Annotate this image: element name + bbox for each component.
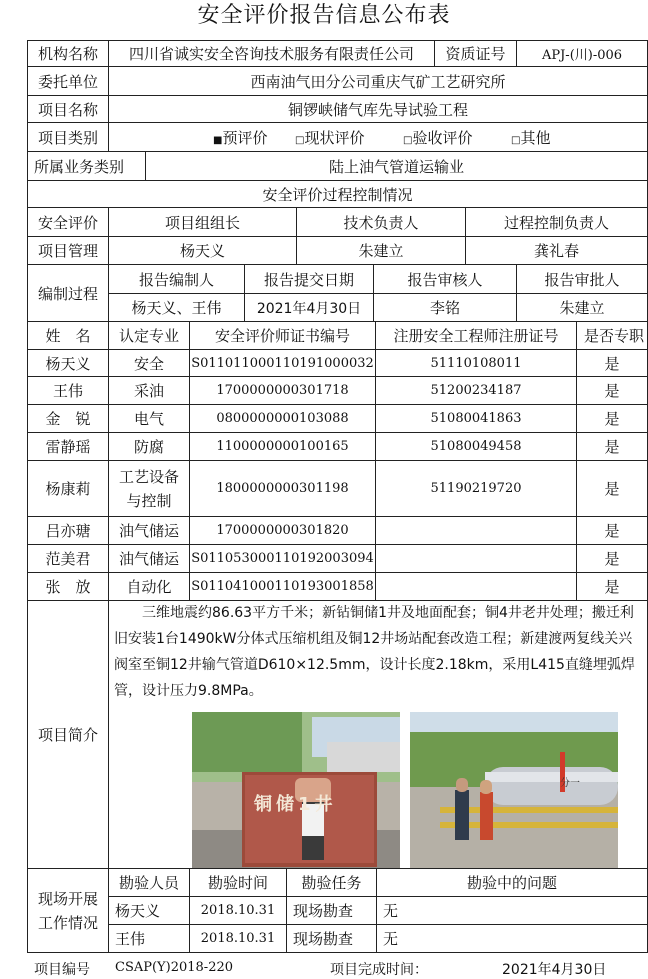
page-title: 安全评价报告信息公布表: [197, 3, 451, 28]
staff-fulltime: 是: [576, 376, 648, 405]
staff-reg: 51190219720: [375, 460, 577, 517]
management-name-leader: 杨天义: [108, 236, 297, 265]
project-code-label: 项目编号: [34, 962, 90, 978]
project-code: CSAP(Y)2018-220: [115, 960, 234, 975]
staff-major: 油气储运: [108, 516, 190, 545]
staff-name: 金 锐: [27, 404, 109, 433]
project-value: 铜锣峡储气库先导试验工程: [108, 95, 648, 123]
staff-cert: 1700000000301718: [189, 376, 376, 405]
site-header-task: 勘验任务: [286, 868, 377, 897]
compile-approver: 朱建立: [516, 293, 648, 322]
compile-label: 编制过程: [27, 264, 109, 322]
site-person: 王伟: [108, 924, 190, 953]
staff-major: 电气: [108, 404, 190, 433]
staff-header-reg: 注册安全工程师注册证号: [375, 321, 577, 350]
staff-name: 王伟: [27, 376, 109, 405]
staff-major: 工艺设备 与控制: [108, 460, 190, 517]
management-role-tech: 技术负责人: [296, 207, 466, 237]
category-option-pre: ■预评价: [213, 128, 268, 147]
management-role-control: 过程控制负责人: [465, 207, 648, 237]
completion-label: 项目完成时间：: [330, 962, 428, 978]
staff-cert: 1800000000301198: [189, 460, 376, 517]
client-label: 委托单位: [27, 66, 109, 96]
management-label-1: 安全评价: [27, 207, 109, 237]
checkbox-empty-icon: □: [295, 134, 305, 146]
org-name: 四川省诚实安全咨询技术服务有限责任公司: [108, 40, 435, 67]
station-sign-text: 分一: [560, 778, 580, 789]
staff-header-fulltime: 是否专职: [576, 321, 648, 350]
staff-cert: 1100000000100165: [189, 432, 376, 461]
staff-name: 雷静瑶: [27, 432, 109, 461]
staff-major: 安全: [108, 349, 190, 377]
staff-fulltime: 是: [576, 544, 648, 573]
management-name-tech: 朱建立: [296, 236, 466, 265]
staff-major: 油气储运: [108, 544, 190, 573]
site-issue: 无: [376, 924, 648, 953]
staff-reg: [375, 572, 577, 601]
staff-cert: 1700000000301820: [189, 516, 376, 545]
checkbox-empty-icon: □: [403, 134, 413, 146]
cert-label: 资质证号: [434, 40, 517, 67]
staff-name: 张 放: [27, 572, 109, 601]
staff-header-name: 姓 名: [27, 321, 109, 350]
category-option-current: □现状评价: [295, 128, 365, 147]
management-name-control: 龚礼春: [465, 236, 648, 265]
staff-fulltime: 是: [576, 349, 648, 377]
compile-header-reviewer: 报告审核人: [373, 264, 517, 294]
staff-reg: 51110108011: [375, 349, 577, 377]
compile-date: 2021年4月30日: [244, 293, 374, 322]
project-label: 项目名称: [27, 95, 109, 123]
compile-header-author: 报告编制人: [108, 264, 245, 294]
site-label: 现场开展 工作情况: [27, 868, 109, 953]
compile-header-approver: 报告审批人: [516, 264, 648, 294]
org-name-label: 机构名称: [27, 40, 109, 67]
site-header-person: 勘验人员: [108, 868, 190, 897]
checkbox-checked-icon: ■: [213, 134, 223, 146]
staff-cert: S011053000110192003094: [189, 544, 376, 573]
staff-cert: S011041000110193001858: [189, 572, 376, 601]
staff-fulltime: 是: [576, 432, 648, 461]
category-label: 项目类别: [27, 122, 109, 152]
site-task: 现场勘查: [286, 924, 377, 953]
site-sign-photo: [192, 712, 400, 868]
staff-reg: 51200234187: [375, 376, 577, 405]
intro-label: 项目简介: [27, 600, 109, 869]
staff-reg: 51080049458: [375, 432, 577, 461]
staff-name: 杨天义: [27, 349, 109, 377]
client-value: 西南油气田分公司重庆气矿工艺研究所: [108, 66, 648, 96]
process-header: 安全评价过程控制情况: [27, 180, 648, 208]
staff-reg: 51080041863: [375, 404, 577, 433]
staff-header-major: 认定专业: [108, 321, 190, 350]
staff-header-cert: 安全评价师证书编号: [189, 321, 376, 350]
staff-reg: [375, 516, 577, 545]
staff-fulltime: 是: [576, 572, 648, 601]
staff-fulltime: 是: [576, 460, 648, 517]
site-person: 杨天义: [108, 896, 190, 925]
staff-major: 防腐: [108, 432, 190, 461]
staff-cert: S011011000110191000032: [189, 349, 376, 377]
site-date: 2018.10.31: [189, 924, 287, 953]
staff-cert: 0800000000103088: [189, 404, 376, 433]
category-option-acceptance: □验收评价: [403, 128, 473, 147]
compile-reviewer: 李铭: [373, 293, 517, 322]
staff-reg: [375, 544, 577, 573]
cert-number: APJ-(川)-006: [516, 40, 648, 67]
staff-name: 范美君: [27, 544, 109, 573]
industry-label: 所属业务类别: [27, 151, 146, 181]
staff-fulltime: 是: [576, 404, 648, 433]
industry-value: 陆上油气管道运输业: [145, 151, 648, 181]
site-header-issue: 勘验中的问题: [376, 868, 648, 897]
staff-name: 杨康莉: [27, 460, 109, 517]
staff-fulltime: 是: [576, 516, 648, 545]
site-header-date: 勘验时间: [189, 868, 287, 897]
site-date: 2018.10.31: [189, 896, 287, 925]
staff-major: 采油: [108, 376, 190, 405]
management-label-2: 项目管理: [27, 236, 109, 265]
staff-major: 自动化: [108, 572, 190, 601]
site-sign-text: 铜储1井: [254, 794, 337, 815]
category-options: [108, 122, 648, 152]
category-option-other: □其他: [511, 128, 551, 147]
staff-name: 吕亦瑭: [27, 516, 109, 545]
management-role-leader: 项目组组长: [108, 207, 297, 237]
completion-date: 2021年4月30日: [502, 962, 607, 978]
intro-text: 三维地震约86.63平方千米；新钻铜储1井及地面配套；铜4井老井处理；搬迁利旧安装1台1490kW分体式压缩机组及铜12井场站配套改造工程；新建渡两复线关兴阀室至铜12井输气管道D610×12.5mm，设计长度2.18km，采用L415直缝埋弧焊管，设计压力9.8MPa。: [114, 605, 635, 699]
station-photo: [410, 712, 618, 868]
compile-author: 杨天义、王伟: [108, 293, 245, 322]
site-issue: 无: [376, 896, 648, 925]
compile-header-date: 报告提交日期: [244, 264, 374, 294]
checkbox-empty-icon: □: [511, 134, 521, 146]
site-task: 现场勘查: [286, 896, 377, 925]
